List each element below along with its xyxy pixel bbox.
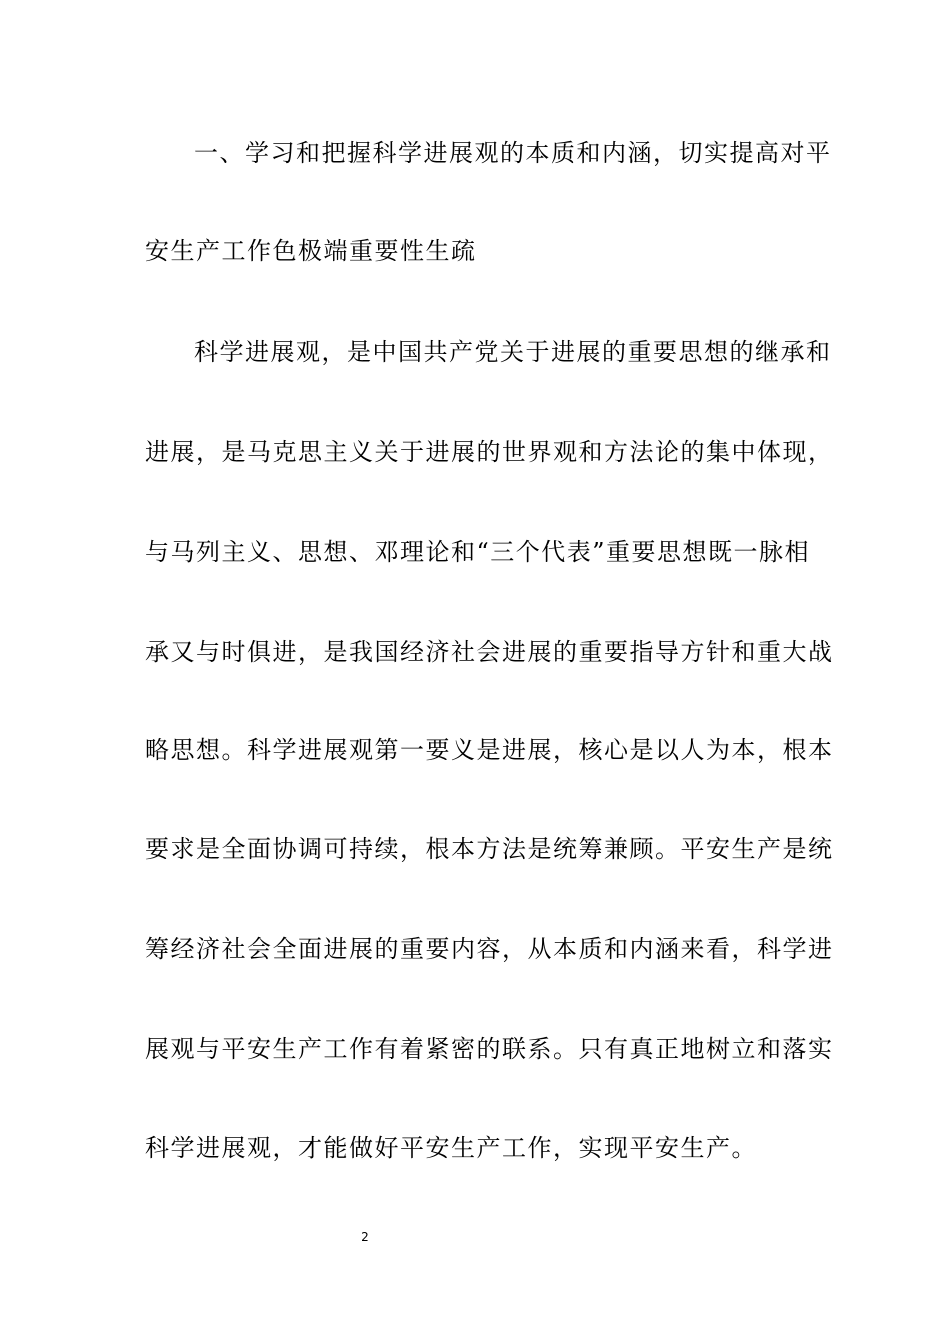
paragraph-line-6: 要求是全面协调可持续，根本方法是统筹兼顾。平安生产是统 xyxy=(145,835,834,863)
heading-line-2: 安生产工作色极端重要性生疏 xyxy=(145,237,477,265)
paragraph-line-8: 展观与平安生产工作有着紧密的联系。只有真正地树立和落实 xyxy=(145,1035,834,1063)
heading-line-1: 一、学习和把握科学进展观的本质和内涵，切实提高对平 xyxy=(194,139,832,167)
paragraph-line-1: 科学进展观，是中国共产党关于进展的重要思想的继承和 xyxy=(194,338,832,366)
paragraph-line-7: 筹经济社会全面进展的重要内容，从本质和内涵来看，科学进 xyxy=(145,935,834,963)
paragraph-line-5: 略思想。科学进展观第一要义是进展，核心是以人为本，根本 xyxy=(145,736,834,764)
paragraph-line-2: 进展，是马克思主义关于进展的世界观和方法论的集中体现， xyxy=(145,438,834,466)
paragraph-line-9: 科学进展观，才能做好平安生产工作，实现平安生产。 xyxy=(145,1134,757,1162)
paragraph-line-3: 与马列主义、思想、邓理论和“三个代表”重要思想既一脉相 xyxy=(145,538,811,566)
paragraph-line-4: 承又与时俱进，是我国经济社会进展的重要指导方针和重大战 xyxy=(145,638,834,666)
page-number: 2 xyxy=(361,1230,369,1244)
